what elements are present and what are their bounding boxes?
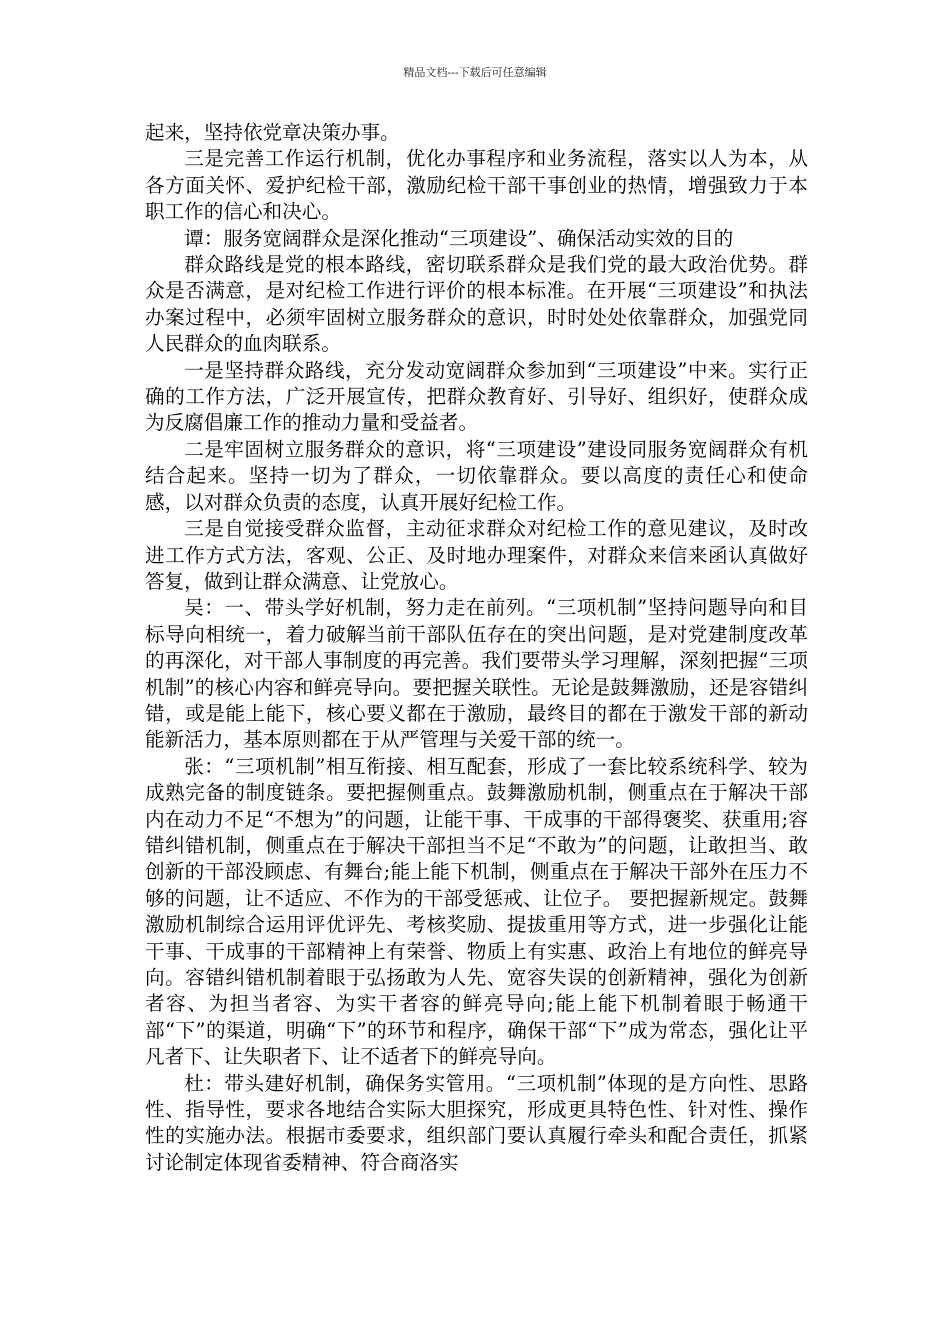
paragraph-heading-tan: 谭：服务宽阔群众是深化推动“三项建设”、确保活动实效的目的 bbox=[184, 226, 734, 250]
paragraph: 三是自觉接受群众监督，主动征求群众对纪检工作的意见建议，及时改进工作方式方法，客观、公正、及时地办理案件，对群众来信来函认真做好答复，做到让群众满意、让党放心。 bbox=[145, 517, 808, 593]
paragraph-continuation: 起来，坚持依党章决策办事。 bbox=[145, 121, 400, 144]
paragraph: 一是坚持群众路线，充分发动宽阔群众参加到“三项建设”中来。实行正确的工作方法，广泛开展宣传，把群众教育好、引导好、组织好，使群众成为反腐倡廉工作的推动力量和受益者。 bbox=[145, 358, 808, 435]
paragraph: 二是牢固树立服务群众的意识，将“三项建设”建设同服务宽阔群众有机结合起来。坚持一切为了群众，一切依靠群众。要以高度的责任心和使命感，以对群众负责的态度，认真开展好纪检工作。 bbox=[145, 437, 808, 514]
document-body bbox=[145, 120, 808, 1176]
paragraph-wu: 吴：一、带头学好机制，努力走在前列。“三项机制”坚持问题导向和目标导向相统一，着力破解当前干部队伍存在的突出问题，是对党建制度改革的再深化，对干部人事制度的再完善。我们要带头学习理解，深刻把握“三项机制”的核心内容和鲜亮导向。要把握关联性。无论是鼓舞激励，还是容错纠错，或是能上能下，核心要义都在于激励，最终目的都在于激发干部的新动能新活力，基本原则都在于从严管理与关爱干部的统一。 bbox=[145, 596, 808, 752]
paragraph-du: 杜：带头建好机制，确保务实管用。“三项机制”体现的是方向性、思路性、指导性，要求各地结合实际大胆探究，形成更具特色性、针对性、操作性的实施办法。根据市委要求，组织部门要认真履行牵头和配合责任，抓紧讨论制定体现省委精神、符合商洛实 bbox=[145, 1071, 808, 1174]
paragraph: 群众路线是党的根本路线，密切联系群众是我们党的最大政治优势。群众是否满意，是对纪检工作进行评价的根本标准。在开展“三项建设”和执法办案过程中，必须牢固树立服务群众的意识，时时处处依靠群众，加强党同人民群众的血肉联系。 bbox=[145, 253, 808, 356]
paragraph-zhang: 张：“三项机制”相互衔接、相互配套，形成了一套比较系统科学、较为成熟完备的制度链条。要把握侧重点。鼓舞激励机制，侧重点在于解决干部内在动力不足“不想为”的问题，让能干事、干成事的干部得褒奖、获重用;容错纠错机制，侧重点在于解决干部担当不足“不敢为”的问题，让敢担当、敢创新的干部没顾虑、有舞台;能上能下机制，侧重点在于解决干部外在压力不够的问题，让不适应、不作为的干部受惩戒、让位子。 要把握新规定。鼓舞激励机制综合运用评优评先、考核奖励、提拔重用等方式，进一步强化让能干事、干成事的干部精神上有荣誉、物质上有实惠、政治上有地位的鲜亮导向。容错纠错机制着眼于弘扬敢为人先、宽容失误的创新精神，强化为创新者容、为担当者容、为实干者容的鲜亮导向;能上能下机制着眼于畅通干部“下”的渠道，明确“下”的环节和程序，确保干部“下”成为常态，强化让平凡者下、让失职者下、让不适者下的鲜亮导向。 bbox=[145, 754, 808, 1069]
page-header: 精品文档---下载后可任意编辑 bbox=[403, 66, 547, 79]
paragraph: 三是完善工作运行机制，优化办事程序和业务流程，落实以人为本，从各方面关怀、爱护纪检干部，激励纪检干部干事创业的热情，增强致力于本职工作的信心和决心。 bbox=[145, 147, 808, 224]
